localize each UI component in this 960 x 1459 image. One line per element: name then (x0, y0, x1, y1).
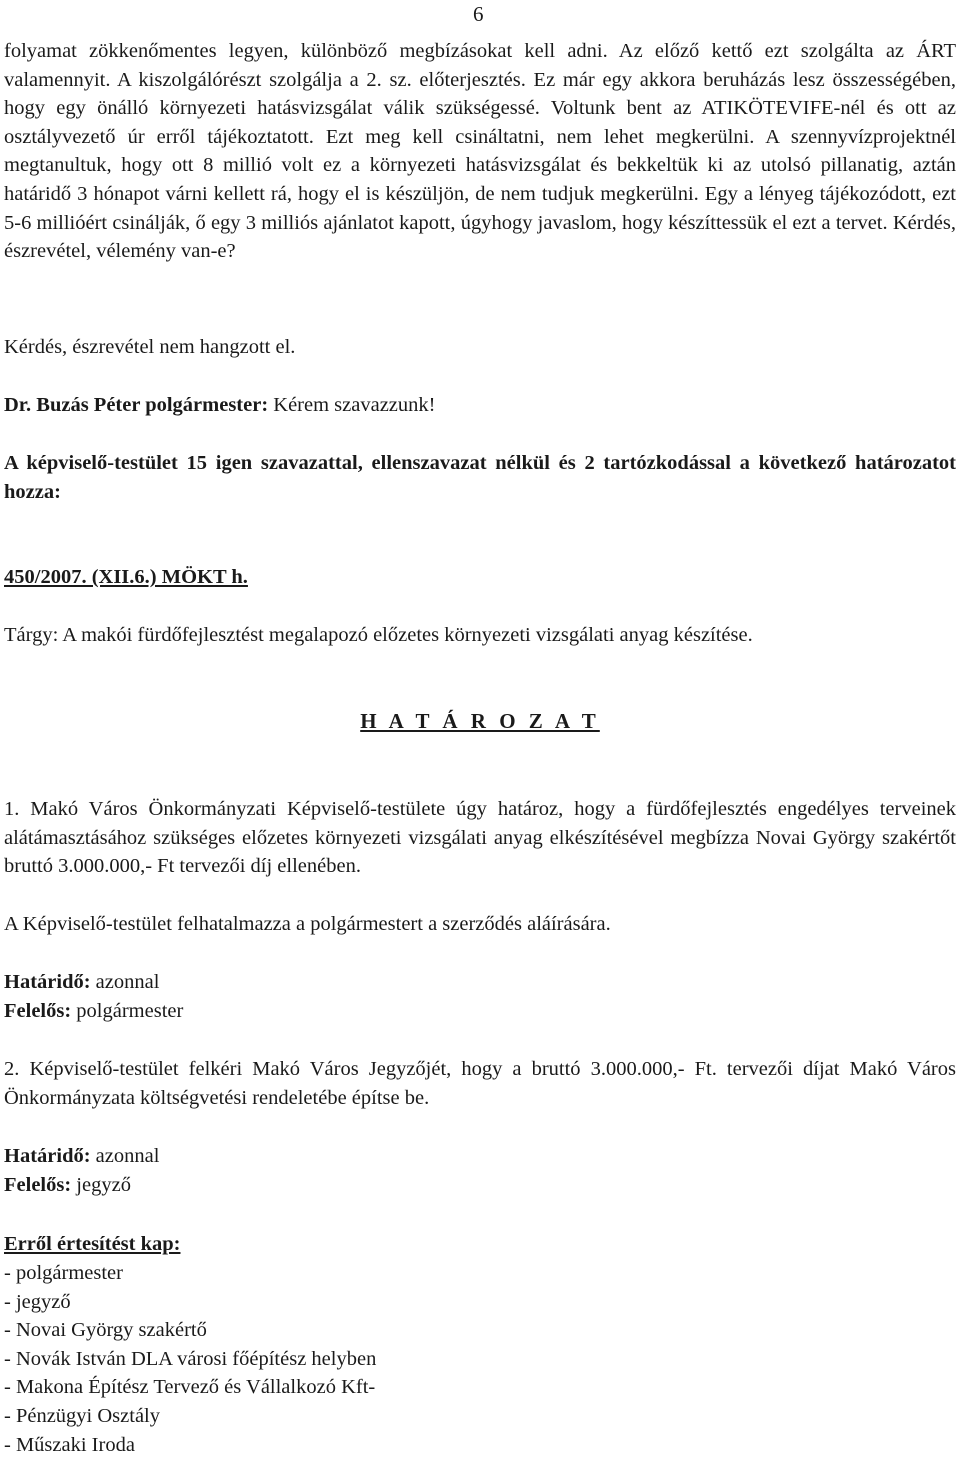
list-item: - Novai György szakértő (4, 1319, 207, 1342)
authorization-line: A Képviselő-testület felhatalmazza a polgármestert a szerződés aláírására. (4, 913, 611, 935)
mayor-speaker: Dr. Buzás Péter polgármester: (4, 394, 269, 416)
notify-label: Erről értesítést kap: (4, 1233, 181, 1255)
list-item: - Makona Építész Tervező és Vállalkozó Kft- (4, 1376, 376, 1399)
notify-list (4, 1259, 956, 1459)
list-item: - jegyző (4, 1290, 71, 1313)
resolution-subject: Tárgy: A makói fürdőfejlesztést megalapozó előzetes környezeti vizsgálati anyag készítése. (4, 624, 753, 646)
deadline-2-value: azonnal (95, 1145, 160, 1167)
intro-paragraph: folyamat zökkenőmentes legyen, különböző megbízásokat kell adni. Az előző kettő ezt szolgálta az ÁRT valamennyit. A kiszolgálórészt szolgálja a 2. sz. előterjesztés. Ez már egy akkora beruházás lesz összességében, hogy egy önálló környezeti hatásvizsgálat válik szükségessé. Voltunk bent az ATIKÖTEVIFE-nél és ott az osztályvezető úr erről tájékoztatott. Ezt meg kell csináltatni, nem lehet megkerülni. A szennyvízprojektnél megtanultuk, hogy ott 8 millió volt ez a környezeti hatásvizsgálat és bekkeltük ki az utolsó pillanatig, aztán határidő 3 hónapot várni kellett rá, hogy el is készüljön, de nem tudjuk megkerülni. Egy a lényeg tájékozódott, ezt 5-6 millióért csinálják, ő egy 3 milliós ajánlatot kapott, úgyhogy javaslom, hogy készíttessük el ezt a tervet. Kérdés, észrevétel, vélemény van-e? (4, 40, 956, 263)
no-questions-line: Kérdés, észrevétel nem hangzott el. (4, 336, 296, 358)
deadline-1-label: Határidő: (4, 971, 91, 993)
page-number: 6 (473, 2, 484, 26)
deadline-1 (4, 968, 956, 997)
deadline-2 (4, 1142, 956, 1171)
resolution-number: 450/2007. (XII.6.) MÖKT h. (4, 566, 248, 588)
list-item: - Pénzügyi Osztály (4, 1404, 160, 1427)
resolution-point-2: 2. Képviselő-testület felkéri Makó Város Jegyzőjét, hogy a bruttó 3.000.000,- Ft. tervezői díjat Makó Város Önkormányzata költségvetési rendeletébe építse be. (4, 1058, 956, 1109)
deadline-1-value: azonnal (95, 971, 160, 993)
responsible-1-label: Felelős: (4, 1000, 72, 1022)
list-item: - polgármester (4, 1262, 123, 1284)
responsible-2-value: jegyző (76, 1174, 131, 1196)
list-item: - Novák István DLA városi főépítész helyben (4, 1347, 377, 1370)
resolution-point-1: 1. Makó Város Önkormányzati Képviselő-testülete úgy határoz, hogy a fürdőfejlesztés engedélyes terveinek alátámasztásához szükséges előzetes környezeti vizsgálati anyag elkészítésével megbízza Novai György szakértőt bruttó 3.000.000,- Ft tervezői díj ellenében. (4, 798, 956, 878)
responsible-2-label: Felelős: (4, 1174, 72, 1196)
mayor-text: Kérem szavazzunk! (273, 394, 436, 416)
mayor-statement (4, 391, 956, 420)
deadline-2-label: Határidő: (4, 1145, 91, 1167)
responsible-1 (4, 997, 956, 1026)
responsible-2 (4, 1171, 956, 1200)
vote-result: A képviselő-testület 15 igen szavazattal, ellenszavazat nélkül és 2 tartózkodással a következő határozatot hozza: (4, 452, 956, 503)
resolution-title: H A T Á R O Z A T (360, 709, 600, 733)
responsible-1-value: polgármester (76, 1000, 184, 1022)
list-item: - Műszaki Iroda (4, 1433, 135, 1456)
